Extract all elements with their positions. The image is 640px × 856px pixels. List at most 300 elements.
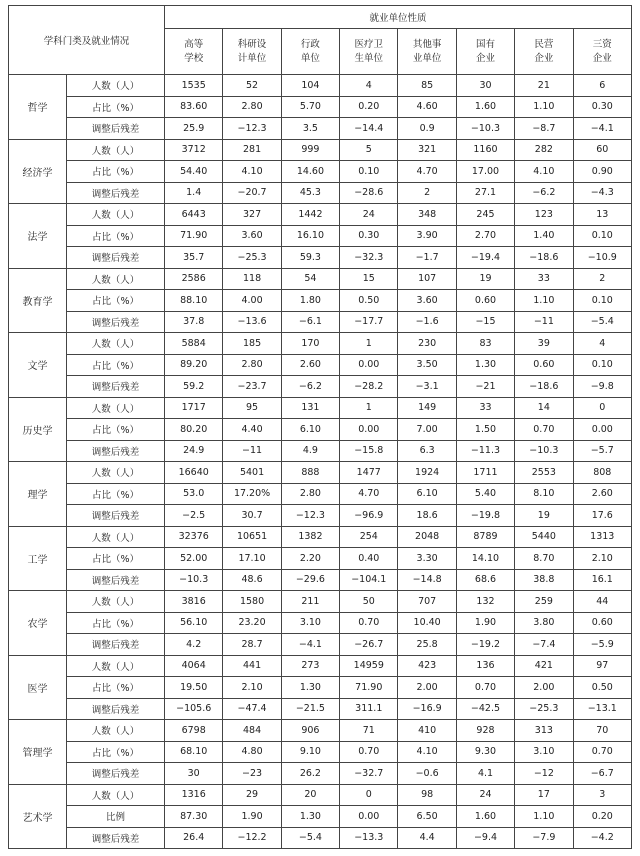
value-cell: 1580 xyxy=(223,591,281,613)
table-row xyxy=(9,354,632,376)
value-cell: 4.60 xyxy=(398,96,456,118)
value-cell: 118 xyxy=(223,268,281,290)
value-cell: 1313 xyxy=(573,526,631,548)
table-row xyxy=(9,397,632,419)
value-cell: −96.9 xyxy=(340,505,398,527)
value-cell: 24 xyxy=(340,204,398,226)
value-cell: 30.7 xyxy=(223,505,281,527)
value-cell: −12 xyxy=(515,763,573,785)
value-cell: 2.00 xyxy=(515,677,573,699)
value-cell: 1382 xyxy=(281,526,339,548)
value-cell: 2586 xyxy=(165,268,223,290)
metric-label-cell: 调整后残差 xyxy=(67,634,165,656)
value-cell: 707 xyxy=(398,591,456,613)
employment-table-document xyxy=(8,5,632,851)
value-cell: 4.00 xyxy=(223,290,281,312)
value-cell: 281 xyxy=(223,139,281,161)
value-cell: 59.3 xyxy=(281,247,339,269)
value-cell: −2.5 xyxy=(165,505,223,527)
value-cell: 1.60 xyxy=(456,806,514,828)
value-cell: 6.10 xyxy=(398,483,456,505)
value-cell: −25.3 xyxy=(223,247,281,269)
value-cell: 8.10 xyxy=(515,483,573,505)
value-cell: 313 xyxy=(515,720,573,742)
value-cell: −104.1 xyxy=(340,569,398,591)
value-cell: −6.2 xyxy=(281,376,339,398)
value-cell: 27.1 xyxy=(456,182,514,204)
metric-label-cell: 占比（%） xyxy=(67,741,165,763)
value-cell: 999 xyxy=(281,139,339,161)
value-cell: −19.8 xyxy=(456,505,514,527)
table-row xyxy=(9,333,632,355)
metric-label-cell: 人数（人） xyxy=(67,333,165,355)
value-cell: 25.8 xyxy=(398,634,456,656)
metric-label-cell: 占比（%） xyxy=(67,612,165,634)
value-cell: 80.20 xyxy=(165,419,223,441)
value-cell: 4.10 xyxy=(223,161,281,183)
group-header: 就业单位性质 xyxy=(165,6,632,29)
value-cell: 0.50 xyxy=(573,677,631,699)
table-row xyxy=(9,548,632,570)
value-cell: 23.20 xyxy=(223,612,281,634)
value-cell: 24.9 xyxy=(165,440,223,462)
value-cell: 1.30 xyxy=(281,677,339,699)
value-cell: 17.20% xyxy=(223,483,281,505)
value-cell: 14.60 xyxy=(281,161,339,183)
value-cell: 0.10 xyxy=(340,161,398,183)
value-cell: −9.8 xyxy=(573,376,631,398)
value-cell: −0.6 xyxy=(398,763,456,785)
column-header-text: 生单位 xyxy=(354,52,384,64)
value-cell: −6.2 xyxy=(515,182,573,204)
value-cell: 3.30 xyxy=(398,548,456,570)
value-cell: 888 xyxy=(281,462,339,484)
column-header xyxy=(281,29,339,75)
value-cell: 4.10 xyxy=(398,741,456,763)
value-cell: 3712 xyxy=(165,139,223,161)
value-cell: 32376 xyxy=(165,526,223,548)
value-cell: −13.6 xyxy=(223,311,281,333)
value-cell: 0.9 xyxy=(398,118,456,140)
value-cell: 71.90 xyxy=(165,225,223,247)
value-cell: 441 xyxy=(223,655,281,677)
value-cell: 1711 xyxy=(456,462,514,484)
value-cell: 6.10 xyxy=(281,419,339,441)
value-cell: −26.7 xyxy=(340,634,398,656)
value-cell: −11 xyxy=(223,440,281,462)
value-cell: −32.7 xyxy=(340,763,398,785)
value-cell: −11.3 xyxy=(456,440,514,462)
metric-label-cell: 人数（人） xyxy=(67,397,165,419)
value-cell: 60 xyxy=(573,139,631,161)
value-cell: −14.4 xyxy=(340,118,398,140)
value-cell: 1.10 xyxy=(515,806,573,828)
table-row xyxy=(9,655,632,677)
value-cell: 273 xyxy=(281,655,339,677)
value-cell: 259 xyxy=(515,591,573,613)
column-header-text: 行政 xyxy=(300,38,320,50)
value-cell: 0.00 xyxy=(340,806,398,828)
value-cell: 16.1 xyxy=(573,569,631,591)
employment-nature-table xyxy=(8,5,632,849)
value-cell: 20 xyxy=(281,784,339,806)
subject-cell: 管理学 xyxy=(9,720,67,785)
value-cell: −4.3 xyxy=(573,182,631,204)
value-cell: 4064 xyxy=(165,655,223,677)
value-cell: 35.7 xyxy=(165,247,223,269)
value-cell: 245 xyxy=(456,204,514,226)
table-row xyxy=(9,247,632,269)
table-row xyxy=(9,118,632,140)
value-cell: −21 xyxy=(456,376,514,398)
value-cell: −47.4 xyxy=(223,698,281,720)
column-header-text: 学校 xyxy=(184,52,204,64)
value-cell: 484 xyxy=(223,720,281,742)
metric-label-cell: 调整后残差 xyxy=(67,182,165,204)
column-header-text: 企业 xyxy=(592,52,612,64)
value-cell: 95 xyxy=(223,397,281,419)
value-cell: 1.90 xyxy=(223,806,281,828)
value-cell: 0.40 xyxy=(340,548,398,570)
value-cell: 68.10 xyxy=(165,741,223,763)
table-row xyxy=(9,634,632,656)
value-cell: −15 xyxy=(456,311,514,333)
value-cell: 0.00 xyxy=(340,354,398,376)
metric-label-cell: 人数（人） xyxy=(67,462,165,484)
value-cell: −10.3 xyxy=(165,569,223,591)
value-cell: 4.1 xyxy=(456,763,514,785)
metric-label-cell: 占比（%） xyxy=(67,225,165,247)
value-cell: −5.9 xyxy=(573,634,631,656)
value-cell: −14.8 xyxy=(398,569,456,591)
value-cell: 37.8 xyxy=(165,311,223,333)
value-cell: 1.30 xyxy=(456,354,514,376)
metric-label-cell: 占比（%） xyxy=(67,354,165,376)
value-cell: −3.1 xyxy=(398,376,456,398)
value-cell: 3.10 xyxy=(281,612,339,634)
subject-cell: 艺术学 xyxy=(9,784,67,849)
value-cell: −4.1 xyxy=(573,118,631,140)
value-cell: 6 xyxy=(573,75,631,97)
value-cell: 5401 xyxy=(223,462,281,484)
value-cell: 33 xyxy=(456,397,514,419)
subject-cell: 工学 xyxy=(9,526,67,591)
value-cell: 5.40 xyxy=(456,483,514,505)
table-row xyxy=(9,268,632,290)
value-cell: 2048 xyxy=(398,526,456,548)
value-cell: −10.3 xyxy=(456,118,514,140)
value-cell: 1 xyxy=(340,333,398,355)
value-cell: 1 xyxy=(340,397,398,419)
value-cell: 9.10 xyxy=(281,741,339,763)
value-cell: 7.00 xyxy=(398,419,456,441)
value-cell: 38.8 xyxy=(515,569,573,591)
column-header-text: 高等 xyxy=(184,38,204,50)
table-row xyxy=(9,677,632,699)
value-cell: 17.10 xyxy=(223,548,281,570)
value-cell: 170 xyxy=(281,333,339,355)
value-cell: −21.5 xyxy=(281,698,339,720)
value-cell: 83 xyxy=(456,333,514,355)
column-header xyxy=(515,29,573,75)
table-row xyxy=(9,720,632,742)
value-cell: −18.6 xyxy=(515,376,573,398)
value-cell: 136 xyxy=(456,655,514,677)
metric-label-cell: 占比（%） xyxy=(67,483,165,505)
metric-label-cell: 人数（人） xyxy=(67,268,165,290)
table-row xyxy=(9,75,632,97)
value-cell: 52 xyxy=(223,75,281,97)
value-cell: −12.2 xyxy=(223,827,281,849)
table-row xyxy=(9,827,632,849)
metric-label-cell: 调整后残差 xyxy=(67,827,165,849)
table-row xyxy=(9,419,632,441)
metric-label-cell: 占比（%） xyxy=(67,548,165,570)
column-header-text: 国有 xyxy=(475,38,495,50)
table-row xyxy=(9,505,632,527)
value-cell: 6.50 xyxy=(398,806,456,828)
value-cell: −18.6 xyxy=(515,247,573,269)
metric-label-cell: 调整后残差 xyxy=(67,376,165,398)
metric-label-cell: 占比（%） xyxy=(67,419,165,441)
value-cell: −5.7 xyxy=(573,440,631,462)
value-cell: 6.3 xyxy=(398,440,456,462)
value-cell: 59.2 xyxy=(165,376,223,398)
column-header-text: 科研设 xyxy=(237,38,267,50)
value-cell: 4.70 xyxy=(340,483,398,505)
value-cell: 4.2 xyxy=(165,634,223,656)
value-cell: 89.20 xyxy=(165,354,223,376)
value-cell: 14 xyxy=(515,397,573,419)
value-cell: 1.40 xyxy=(515,225,573,247)
metric-label-cell: 人数（人） xyxy=(67,720,165,742)
value-cell: 0.90 xyxy=(573,161,631,183)
value-cell: −20.7 xyxy=(223,182,281,204)
value-cell: 0.70 xyxy=(340,612,398,634)
table-row xyxy=(9,290,632,312)
value-cell: −4.1 xyxy=(281,634,339,656)
value-cell: −23 xyxy=(223,763,281,785)
value-cell: 0.00 xyxy=(573,419,631,441)
value-cell: −16.9 xyxy=(398,698,456,720)
value-cell: 311.1 xyxy=(340,698,398,720)
table-row xyxy=(9,440,632,462)
value-cell: 17.6 xyxy=(573,505,631,527)
column-header-text: 其他事 xyxy=(412,38,442,50)
value-cell: −15.8 xyxy=(340,440,398,462)
value-cell: 71.90 xyxy=(340,677,398,699)
value-cell: 348 xyxy=(398,204,456,226)
value-cell: 26.2 xyxy=(281,763,339,785)
value-cell: 928 xyxy=(456,720,514,742)
subject-cell: 哲学 xyxy=(9,75,67,140)
value-cell: 50 xyxy=(340,591,398,613)
value-cell: 83.60 xyxy=(165,96,223,118)
value-cell: 71 xyxy=(340,720,398,742)
value-cell: 4.10 xyxy=(515,161,573,183)
value-cell: 5 xyxy=(340,139,398,161)
value-cell: 21 xyxy=(515,75,573,97)
metric-label-cell: 调整后残差 xyxy=(67,118,165,140)
metric-label-cell: 占比（%） xyxy=(67,96,165,118)
value-cell: 26.4 xyxy=(165,827,223,849)
value-cell: 0.50 xyxy=(340,290,398,312)
value-cell: 808 xyxy=(573,462,631,484)
value-cell: −10.3 xyxy=(515,440,573,462)
table-row xyxy=(9,612,632,634)
value-cell: 54.40 xyxy=(165,161,223,183)
value-cell: −17.7 xyxy=(340,311,398,333)
value-cell: −42.5 xyxy=(456,698,514,720)
value-cell: 3816 xyxy=(165,591,223,613)
metric-label-cell: 调整后残差 xyxy=(67,505,165,527)
column-header xyxy=(340,29,398,75)
value-cell: 2.60 xyxy=(573,483,631,505)
subject-cell: 历史学 xyxy=(9,397,67,462)
value-cell: 10.40 xyxy=(398,612,456,634)
value-cell: 1.30 xyxy=(281,806,339,828)
column-header xyxy=(398,29,456,75)
metric-label-cell: 占比（%） xyxy=(67,677,165,699)
value-cell: 3 xyxy=(573,784,631,806)
value-cell: 5440 xyxy=(515,526,573,548)
value-cell: 3.90 xyxy=(398,225,456,247)
column-header-text: 企业 xyxy=(475,52,495,64)
value-cell: 2.80 xyxy=(223,354,281,376)
value-cell: 3.60 xyxy=(223,225,281,247)
column-header-text: 三资 xyxy=(592,38,612,50)
table-row xyxy=(9,483,632,505)
column-header-text: 单位 xyxy=(300,52,320,64)
subject-cell: 文学 xyxy=(9,333,67,398)
value-cell: 8789 xyxy=(456,526,514,548)
table-row xyxy=(9,139,632,161)
value-cell: 0.10 xyxy=(573,225,631,247)
value-cell: 0.30 xyxy=(340,225,398,247)
value-cell: 123 xyxy=(515,204,573,226)
value-cell: 410 xyxy=(398,720,456,742)
value-cell: 44 xyxy=(573,591,631,613)
value-cell: 19 xyxy=(456,268,514,290)
value-cell: 0 xyxy=(340,784,398,806)
value-cell: 906 xyxy=(281,720,339,742)
value-cell: 4 xyxy=(340,75,398,97)
value-cell: −1.6 xyxy=(398,311,456,333)
value-cell: 68.6 xyxy=(456,569,514,591)
table-row xyxy=(9,225,632,247)
column-header-text: 医疗卫 xyxy=(354,38,384,50)
value-cell: 423 xyxy=(398,655,456,677)
value-cell: −12.3 xyxy=(223,118,281,140)
metric-label-cell: 人数（人） xyxy=(67,204,165,226)
table-row xyxy=(9,591,632,613)
value-cell: 185 xyxy=(223,333,281,355)
table-row xyxy=(9,569,632,591)
value-cell: −13.1 xyxy=(573,698,631,720)
metric-label-cell: 占比（%） xyxy=(67,290,165,312)
value-cell: 5884 xyxy=(165,333,223,355)
value-cell: 3.5 xyxy=(281,118,339,140)
value-cell: 0.70 xyxy=(456,677,514,699)
value-cell: 28.7 xyxy=(223,634,281,656)
value-cell: −7.4 xyxy=(515,634,573,656)
value-cell: 85 xyxy=(398,75,456,97)
value-cell: 0.30 xyxy=(573,96,631,118)
table-row xyxy=(9,526,632,548)
value-cell: 16.10 xyxy=(281,225,339,247)
value-cell: 2.10 xyxy=(573,548,631,570)
value-cell: 0.70 xyxy=(340,741,398,763)
value-cell: 17.00 xyxy=(456,161,514,183)
table-row xyxy=(9,763,632,785)
value-cell: 3.10 xyxy=(515,741,573,763)
metric-label-cell: 调整后残差 xyxy=(67,698,165,720)
metric-label-cell: 人数（人） xyxy=(67,139,165,161)
metric-label-cell: 比例 xyxy=(67,806,165,828)
value-cell: −25.3 xyxy=(515,698,573,720)
value-cell: 2.70 xyxy=(456,225,514,247)
value-cell: −8.7 xyxy=(515,118,573,140)
value-cell: 56.10 xyxy=(165,612,223,634)
value-cell: 2.80 xyxy=(223,96,281,118)
subject-cell: 医学 xyxy=(9,655,67,720)
value-cell: −5.4 xyxy=(281,827,339,849)
value-cell: 0 xyxy=(573,397,631,419)
value-cell: 24 xyxy=(456,784,514,806)
value-cell: 131 xyxy=(281,397,339,419)
value-cell: 5.70 xyxy=(281,96,339,118)
value-cell: 14.10 xyxy=(456,548,514,570)
value-cell: 8.70 xyxy=(515,548,573,570)
value-cell: −11 xyxy=(515,311,573,333)
value-cell: 54 xyxy=(281,268,339,290)
value-cell: 1.90 xyxy=(456,612,514,634)
table-row xyxy=(9,698,632,720)
column-header-text: 民营 xyxy=(534,38,554,50)
value-cell: 19 xyxy=(515,505,573,527)
value-cell: 18.6 xyxy=(398,505,456,527)
value-cell: 4.40 xyxy=(223,419,281,441)
subject-cell: 农学 xyxy=(9,591,67,656)
value-cell: 211 xyxy=(281,591,339,613)
value-cell: 10651 xyxy=(223,526,281,548)
value-cell: 0.20 xyxy=(340,96,398,118)
value-cell: 2 xyxy=(573,268,631,290)
metric-label-cell: 占比（%） xyxy=(67,161,165,183)
value-cell: 0.70 xyxy=(573,741,631,763)
metric-label-cell: 人数（人） xyxy=(67,75,165,97)
value-cell: 132 xyxy=(456,591,514,613)
subject-cell: 教育学 xyxy=(9,268,67,333)
value-cell: 6443 xyxy=(165,204,223,226)
value-cell: 30 xyxy=(165,763,223,785)
value-cell: 149 xyxy=(398,397,456,419)
column-header-text: 计单位 xyxy=(237,52,267,64)
metric-label-cell: 调整后残差 xyxy=(67,440,165,462)
value-cell: 1.10 xyxy=(515,290,573,312)
value-cell: 6798 xyxy=(165,720,223,742)
value-cell: 14959 xyxy=(340,655,398,677)
table-row xyxy=(9,182,632,204)
value-cell: 88.10 xyxy=(165,290,223,312)
table-row xyxy=(9,311,632,333)
column-header-text: 业单位 xyxy=(412,52,442,64)
value-cell: 53.0 xyxy=(165,483,223,505)
value-cell: 13 xyxy=(573,204,631,226)
table-row xyxy=(9,784,632,806)
table-row xyxy=(9,96,632,118)
value-cell: 282 xyxy=(515,139,573,161)
